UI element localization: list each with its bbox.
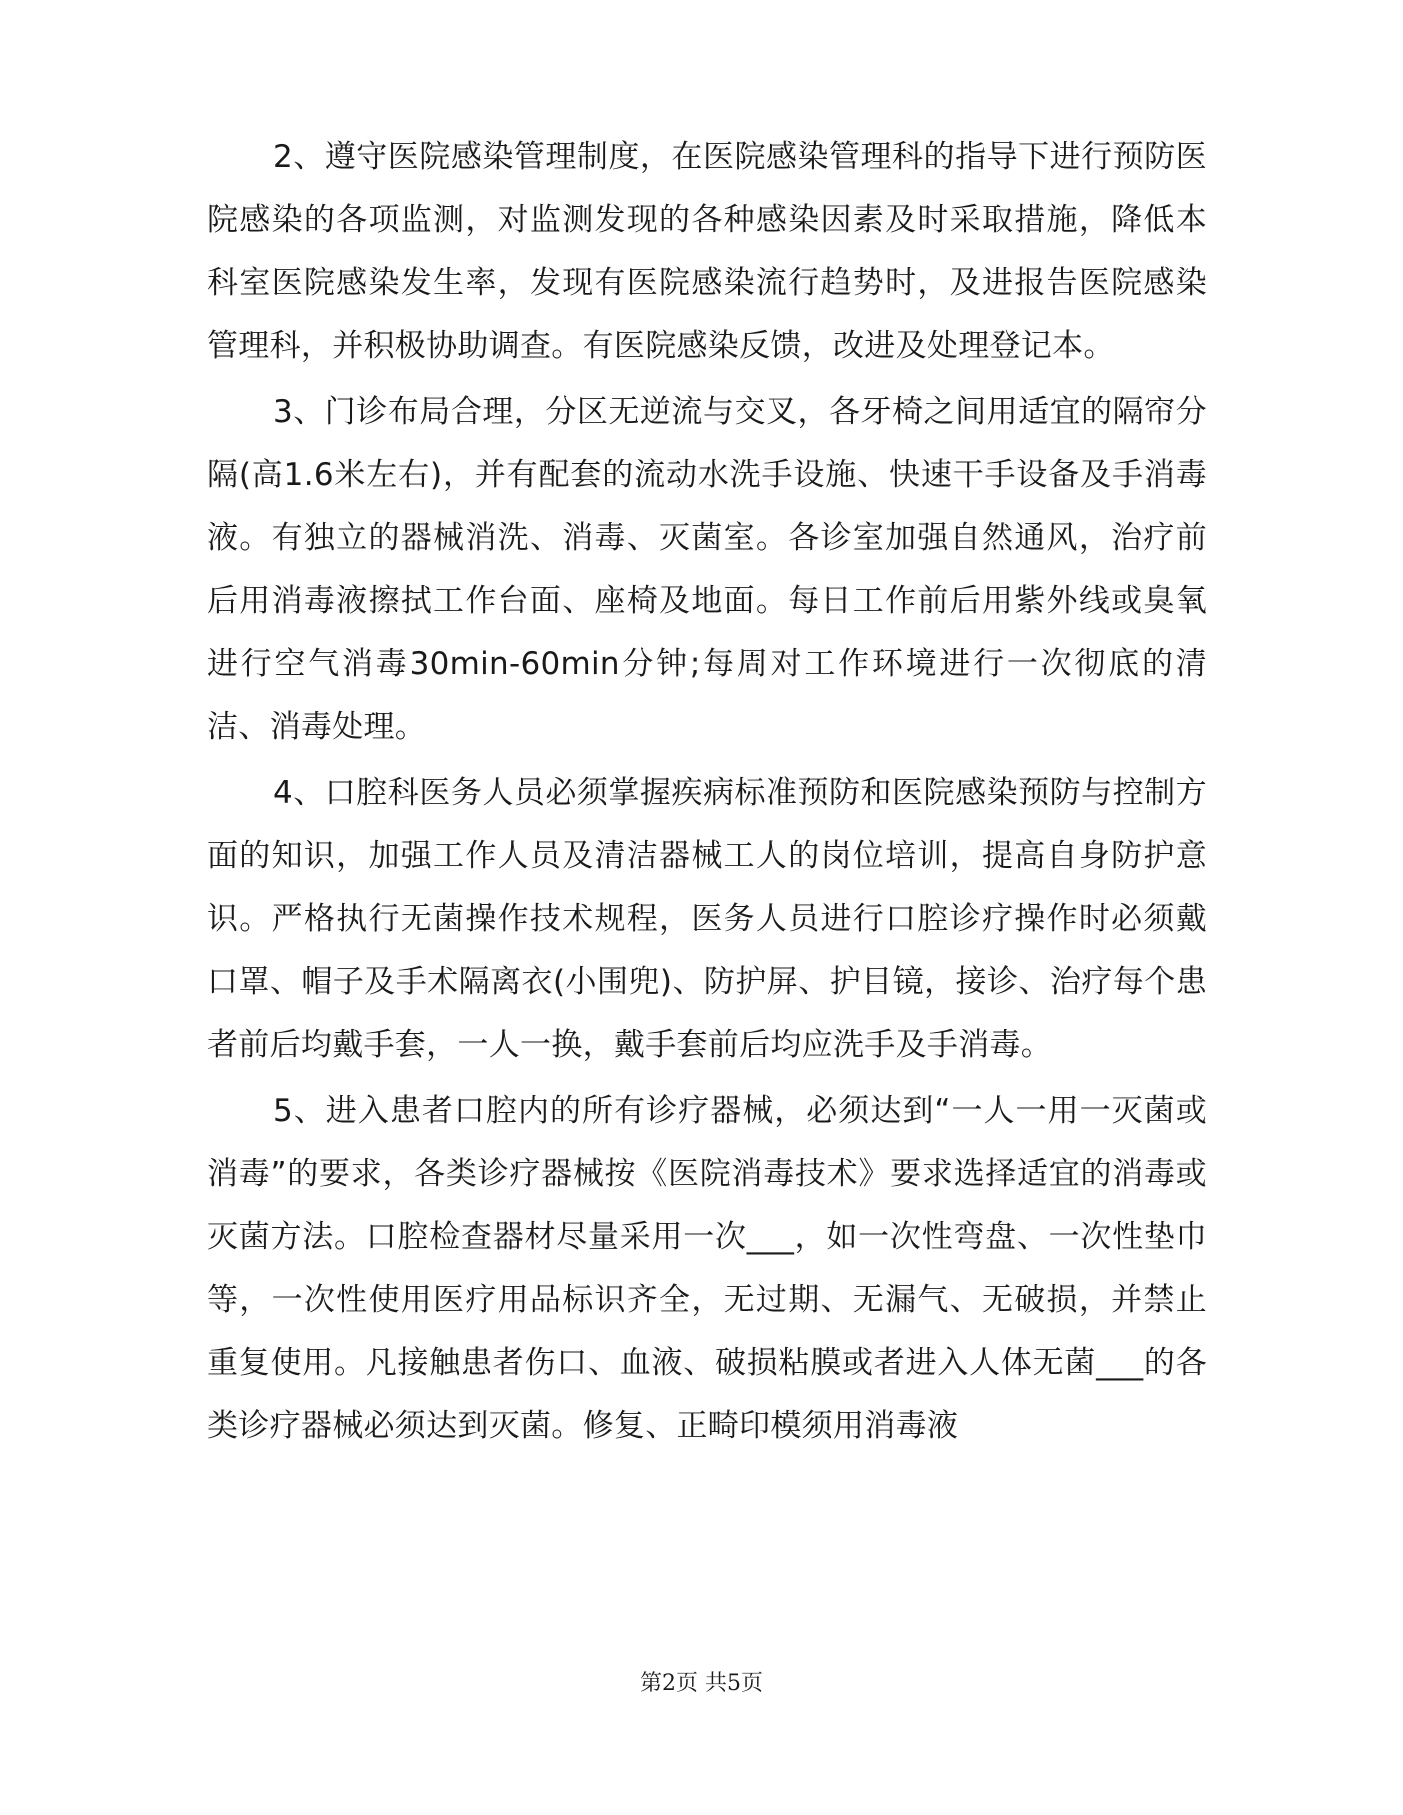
page-number-footer: 第2页 共5页 bbox=[640, 1671, 763, 1696]
paragraph-item-3: 3、门诊布局合理，分区无逆流与交叉，各牙椅之间用适宜的隔帘分隔(高1.6米左右)，并有配套的流动水洗手设施、快速干手设备及手消毒液。有独立的器械消洗、消毒、灭菌室。各诊室加强自然通风，治疗前后用消毒液擦拭工作台面、座椅及地面。每日工作前后用紫外线或臭氧进行空气消毒30min-60min分钟;每周对工作环境进行一次彻底的清洁、消毒处理。 bbox=[207, 394, 1207, 745]
paragraph-item-5: 5、进入患者口腔内的所有诊疗器械，必须达到“一人一用一灭菌或消毒”的要求，各类诊疗器械按《医院消毒技术》要求选择适宜的消毒或灭菌方法。口腔检查器材尽量采用一次___，如一次性弯盘、一次性垫巾等，一次性使用医疗用品标识齐全，无过期、无漏气、无破损，并禁止重复使用。凡接触患者伤口、血液、破损粘膜或者进入人体无菌___的各类诊疗器械必须达到灭菌。修复、正畸印模须用消毒液 bbox=[207, 1093, 1207, 1444]
paragraph-item-4: 4、口腔科医务人员必须掌握疾病标准预防和医院感染预防与控制方面的知识，加强工作人员及清洁器械工人的岗位培训，提高自身防护意识。严格执行无菌操作技术规程，医务人员进行口腔诊疗操作时必须戴口罩、帽子及手术隔离衣(小围兜)、防护屏、护目镜，接诊、治疗每个患者前后均戴手套，一人一换，戴手套前后均应洗手及手消毒。 bbox=[207, 775, 1207, 1063]
paragraph-item-2: 2、遵守医院感染管理制度，在医院感染管理科的指导下进行预防医院感染的各项监测，对监测发现的各种感染因素及时采取措施，降低本科室医院感染发生率，发现有医院感染流行趋势时，及进报告医院感染管理科，并积极协助调查。有医院感染反馈，改进及处理登记本。 bbox=[207, 139, 1207, 364]
document-body bbox=[207, 126, 1207, 1461]
